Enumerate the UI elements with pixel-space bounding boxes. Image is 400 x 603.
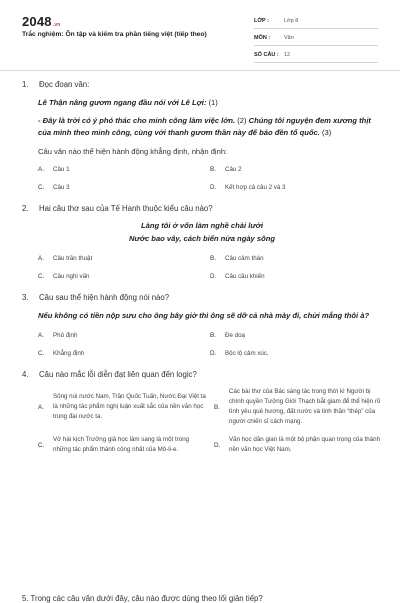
option-text: Vở hài kịch Trưởng giả học làm sang là một trong những tác phẩm thành công nhất của Mô-li-e. [53, 436, 190, 453]
options [22, 253, 382, 281]
option-text: Câu nghi vấn [53, 272, 90, 280]
passage-bold: - Đây là trời có ý phó thác cho minh công làm việc lớn. [38, 116, 236, 125]
option-letter: D. [210, 272, 217, 280]
option-text: Các bài thơ của Bác sáng tác trong thời kì Người bị chính quyền Tưởng Giới Thạch bắt giam để thể hiện rõ tình yêu quê hương, đất nước và tinh thần “thép” của người chiến sĩ cách mạng. [229, 388, 381, 425]
meta-row-count [254, 48, 378, 63]
passage-bold: Lê Thận nâng gươm ngang đầu nói với Lê Lợi: [38, 98, 207, 107]
question-text: Câu sau thể hiện hành động nói nào? [39, 293, 170, 302]
option-d[interactable] [210, 348, 382, 358]
meta-row-class [254, 14, 378, 29]
option-letter: B. [210, 331, 216, 339]
meta-info [254, 14, 378, 65]
poem-line: Nước bao vây, cách biển nửa ngày sông [128, 234, 276, 243]
question-2 [0, 204, 400, 281]
question-text: Đọc đoạn văn: [39, 80, 90, 89]
meta-value: Văn [284, 35, 294, 41]
option-d[interactable] [210, 271, 382, 281]
option-a[interactable] [38, 253, 210, 263]
option-a[interactable] [38, 330, 210, 340]
question-number: 2. [22, 204, 29, 213]
option-a[interactable] [38, 387, 206, 427]
option-text: Câu 3 [53, 183, 70, 191]
option-letter: C. [38, 441, 45, 449]
question-text: Hai câu thơ sau của Tế Hanh thuộc kiểu câu nào? [39, 204, 213, 213]
question-1 [0, 80, 400, 192]
passage-bold: Nếu không có tiền nộp sưu cho ông bây giờ thì ông sẽ dỡ cả nhà mày đi, chửi mắng thôi à? [38, 311, 370, 320]
options [22, 387, 382, 455]
option-d[interactable] [210, 182, 382, 192]
option-text: Văn học dân gian là một bộ phận quan trọng của thành nền văn học Việt Nam. [229, 436, 381, 453]
option-c[interactable] [38, 271, 210, 281]
question-number: 1. [22, 80, 29, 89]
option-c[interactable] [38, 182, 210, 192]
option-letter: D. [210, 183, 217, 191]
option-letter: A. [38, 403, 44, 411]
question-5-partial: 5. Trong các câu văn dưới đây, câu nào được dùng theo lối giản tiếp? [22, 594, 263, 603]
meta-key: MÔN : [254, 35, 271, 41]
option-text: Câu cảm thán [225, 254, 264, 262]
question-stem: Câu văn nào thể hiện hành động khẳng định, nhận định: [38, 147, 228, 156]
logo-suffix: .vn [52, 22, 61, 28]
option-b[interactable] [210, 164, 382, 174]
option-letter: D. [214, 441, 221, 449]
option-c[interactable] [38, 435, 206, 455]
option-c[interactable] [38, 348, 210, 358]
question-4 [0, 370, 400, 455]
meta-row-subject [254, 31, 378, 46]
meta-key: LỚP : [254, 18, 269, 24]
meta-value: 12 [284, 52, 291, 58]
option-text: Câu 1 [53, 165, 70, 173]
option-text: Phủ định [53, 331, 78, 339]
options [22, 330, 382, 358]
option-text: Câu 2 [225, 165, 242, 173]
passage-plain: (3) [319, 128, 332, 137]
site-logo[interactable] [22, 14, 61, 29]
option-letter: A. [38, 165, 44, 173]
option-text: Kết hợp cả câu 2 và 3 [225, 183, 286, 191]
question-number: 3. [22, 293, 29, 302]
option-letter: D. [210, 349, 217, 357]
option-letter: B. [214, 403, 220, 411]
option-text: Sông núi nước Nam, Trần Quốc Tuấn, Nước Đại Việt ta là những tác phẩm nghị luận xuất sắc của nền văn học trung đại nước ta. [53, 393, 206, 420]
option-b[interactable] [210, 253, 382, 263]
question-text: Câu nào mắc lỗi diễn đạt liên quan đến logic? [39, 370, 197, 379]
passage [22, 97, 382, 139]
option-letter: B. [210, 254, 216, 262]
option-letter: A. [38, 331, 44, 339]
option-text: Khẳng định [53, 349, 85, 357]
passage-plain: (2) [235, 116, 249, 125]
option-letter: C. [38, 349, 45, 357]
document-title: Trắc nghiệm: Ôn tập và kiểm tra phần tiếng việt (tiếp theo) [22, 31, 207, 38]
option-b[interactable] [210, 330, 382, 340]
option-letter: B. [210, 165, 216, 173]
passage-bold: Chúng tôi nguyện đem xương thịt của mình theo minh công, cùng với thanh gươm thần này để báo đền tổ quốc. [38, 116, 371, 137]
options [22, 164, 382, 192]
meta-key: SỐ CÂU : [254, 52, 279, 58]
logo-text: 2048 [22, 14, 52, 29]
option-text: Câu cầu khiến [225, 272, 265, 280]
option-letter: C. [38, 183, 45, 191]
question-number: 4. [22, 370, 29, 379]
meta-value: Lớp 8 [284, 18, 299, 24]
option-letter: C. [38, 272, 45, 280]
option-letter: A. [38, 254, 44, 262]
option-text: Câu trần thuật [53, 254, 93, 262]
header-divider [0, 70, 400, 71]
passage [22, 310, 382, 322]
option-d[interactable] [214, 435, 382, 455]
option-a[interactable] [38, 164, 210, 174]
question-3 [0, 293, 400, 358]
page-header [0, 0, 400, 62]
question-list [0, 80, 400, 467]
option-text: Bộc lộ cảm xúc. [225, 349, 269, 357]
option-b[interactable] [214, 387, 382, 427]
passage-plain: (1) [206, 98, 218, 107]
option-text: Đe doạ [225, 331, 245, 339]
poem-line: Làng tôi ở vốn làm nghề chài lưới [141, 221, 263, 230]
